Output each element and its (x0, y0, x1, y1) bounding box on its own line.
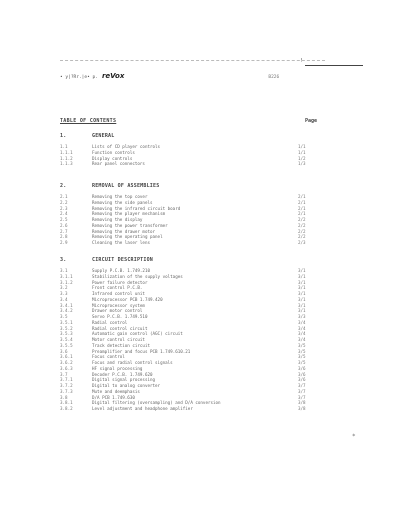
entry-page: 1/3 (298, 161, 306, 167)
entry-page: 3/1 (298, 291, 306, 296)
entry-number: 2.4 (60, 211, 68, 217)
entry-number: 1.1.1 (60, 149, 73, 155)
entry-number: 2.3 (60, 205, 68, 211)
entry-title: Servo P.C.B. 1.749.510 (92, 314, 148, 319)
entry-title: Removing the display (92, 217, 143, 222)
section-number: 1. (60, 133, 67, 139)
entry-page: 3/1 (298, 302, 306, 308)
entry-title: Decoder P.C.B. 1.749.620 (92, 371, 153, 377)
section-title: CIRCUIT DESCRIPTION (92, 257, 153, 263)
entry-page: 3/4 (298, 325, 306, 331)
entry-number: 3.3 (60, 291, 68, 296)
entry-page: 2/1 (298, 205, 306, 211)
entry-number: 3.8.1 (60, 400, 73, 406)
entry-page: 3/4 (298, 337, 306, 342)
entry-page: 2/2 (298, 228, 306, 234)
toc-title: TABLE OF CONTENTS (60, 118, 117, 124)
entry-page: 3/1 (298, 279, 306, 285)
entry-page: 3/8 (298, 400, 306, 406)
entry-page: 3/7 (298, 383, 306, 388)
entry-title: Removing the infrared circuit board (92, 205, 181, 211)
entry-number: 3.5.2 (60, 325, 73, 331)
entry-number: 3.5.3 (60, 331, 73, 337)
entry-page: 3/6 (298, 377, 306, 383)
entry-page: 3/6 (298, 365, 306, 371)
entry-title: Lists of CD player controls (92, 144, 161, 149)
entry-number: 3.1.1 (60, 273, 73, 279)
entry-page: 2/3 (298, 240, 306, 245)
section-heading (60, 133, 320, 139)
entry-page: 2/2 (298, 217, 306, 222)
entry-title: Infrared control unit (92, 291, 145, 296)
section-number: 3. (60, 257, 67, 263)
entry-title: Front control P.C.B. (92, 285, 143, 291)
entry-number: 3.7.3 (60, 388, 73, 394)
section-number: 2. (60, 183, 67, 189)
entry-page: 3/7 (298, 394, 306, 400)
toc-section-removal (60, 183, 320, 246)
entry-page: 1/1 (298, 144, 306, 149)
entry-page: 3/5 (298, 360, 306, 365)
entry-title: Function controls (92, 149, 135, 155)
entry-number: 2.9 (60, 240, 68, 245)
entry-page: 3/1 (298, 285, 306, 291)
entry-number: 2.2 (60, 199, 68, 205)
entry-title: Digital to analog converter (92, 383, 161, 388)
entry-page: 2/2 (298, 234, 306, 240)
entry-title: D/A PCB 1.749.630 (92, 394, 135, 400)
entry-page: 3/5 (298, 348, 306, 354)
entry-number: 2.8 (60, 234, 68, 240)
section-heading (60, 183, 320, 189)
header-rule (60, 60, 325, 61)
toc-entry (60, 161, 320, 167)
entry-title: Focus control (92, 354, 125, 360)
entry-number: 3.5.5 (60, 342, 73, 348)
entry-number: 3.2 (60, 285, 68, 291)
entry-title: Microprocessor PCB 1.749.420 (92, 296, 163, 302)
entry-number: 3.1 (60, 268, 68, 273)
entry-page: 2/1 (298, 194, 306, 199)
entry-page: 2/2 (298, 222, 306, 228)
section-title: GENERAL (92, 133, 115, 139)
entry-number: 1.1.2 (60, 155, 73, 161)
entry-number: 2.1 (60, 194, 68, 199)
entry-page: 3/7 (298, 388, 306, 394)
toc-entry (60, 406, 320, 412)
entry-number: 3.8 (60, 394, 68, 400)
entry-page: 3/3 (298, 314, 306, 319)
entry-page: 3/8 (298, 406, 306, 411)
entry-page: 3/4 (298, 319, 306, 325)
toc-section-general (60, 133, 320, 167)
entry-number: 3.7.2 (60, 383, 73, 388)
document-header (60, 72, 279, 80)
entry-title: Supply P.C.B. 1.749.210 (92, 268, 150, 273)
entry-title: Mute and deemphasis (92, 388, 140, 394)
entry-title: Level adjustment and headphone amplifier (92, 406, 193, 411)
model-label: B226 (268, 75, 280, 80)
entry-title: Motor control circuit (92, 337, 145, 342)
entry-title: Automatic gain control (AGC) circuit (92, 331, 183, 337)
entry-page: 2/1 (298, 211, 306, 217)
entry-number: 2.6 (60, 222, 68, 228)
entry-title: Radial control (92, 319, 128, 325)
entry-title: Stabilization of the supply voltages (92, 273, 183, 279)
entry-number: 3.6.3 (60, 365, 73, 371)
entry-number: 1.1.3 (60, 161, 73, 167)
entry-number: 2.5 (60, 217, 68, 222)
entry-title: Track detection circuit (92, 342, 150, 348)
toc-section-circuit (60, 257, 320, 412)
entry-number: 3.7.1 (60, 377, 73, 383)
entry-title: Focus and radial control signals (92, 360, 173, 365)
entry-number: 3.1.2 (60, 279, 73, 285)
entry-title: Preamplifier and focus PCB 1.749.610.21 (92, 348, 191, 354)
brand-logo: reVox (101, 72, 125, 80)
entry-number: 3.4.2 (60, 308, 73, 314)
page-column-label: Page (305, 118, 318, 124)
entry-title: Removing the drawer motor (92, 228, 156, 234)
entry-page: 3/4 (298, 331, 306, 337)
entry-page: 3/5 (298, 342, 306, 348)
entry-number: 3.6.1 (60, 354, 73, 360)
entry-number: 3.5.1 (60, 319, 73, 325)
entry-title: Removing the operating panel (92, 234, 163, 240)
entry-title: Microprocessor system (92, 302, 145, 308)
entry-number: 3.6.2 (60, 360, 73, 365)
entry-number: 3.7 (60, 371, 68, 377)
entry-number: 3.4.1 (60, 302, 73, 308)
entry-title: Power failure detector (92, 279, 148, 285)
entry-page: 1/1 (298, 149, 306, 155)
corner-mark: ! (300, 58, 304, 64)
section-title: REMOVAL OF ASSEMBLIES (92, 183, 160, 189)
entry-title: Removing the power transformer (92, 222, 168, 228)
entry-page: 3/6 (298, 371, 306, 377)
entry-number: 3.5 (60, 314, 68, 319)
margin-mark: * (352, 433, 356, 440)
entry-number: 3.4 (60, 296, 68, 302)
entry-page: 2/1 (298, 199, 306, 205)
entry-page: 3/1 (298, 268, 306, 273)
entry-title: Cleaning the laser lens (92, 240, 150, 245)
entry-page: 3/1 (298, 296, 306, 302)
entry-number: 2.7 (60, 228, 68, 234)
entry-page: 3/1 (298, 308, 306, 314)
entry-title: HF signal processing (92, 365, 143, 371)
header-prefix: • y|?Rr.|e• p. (60, 75, 98, 80)
entry-title: Removing the side panels (92, 199, 153, 205)
section-heading (60, 257, 320, 263)
entry-title: Radial control circuit (92, 325, 148, 331)
entry-title: Removing the top cover (92, 194, 148, 199)
entry-page: 1/2 (298, 155, 306, 161)
entry-number: 1.1 (60, 144, 68, 149)
toc-entry (60, 240, 320, 246)
entry-title: Digital filtering (oversampling) and D/A conversion (92, 400, 221, 406)
entry-title: Drawer motor control (92, 308, 143, 314)
entry-title: Display controls (92, 155, 133, 161)
entry-page: 3/5 (298, 354, 306, 360)
entry-number: 3.6 (60, 348, 68, 354)
entry-number: 3.8.2 (60, 406, 73, 411)
entry-page: 3/1 (298, 273, 306, 279)
entry-title: Removing the player mechanism (92, 211, 166, 217)
entry-number: 3.5.4 (60, 337, 73, 342)
entry-title: Digital signal processing (92, 377, 156, 383)
entry-title: Rear panel connectors (92, 161, 145, 167)
corner-rule (305, 65, 363, 66)
